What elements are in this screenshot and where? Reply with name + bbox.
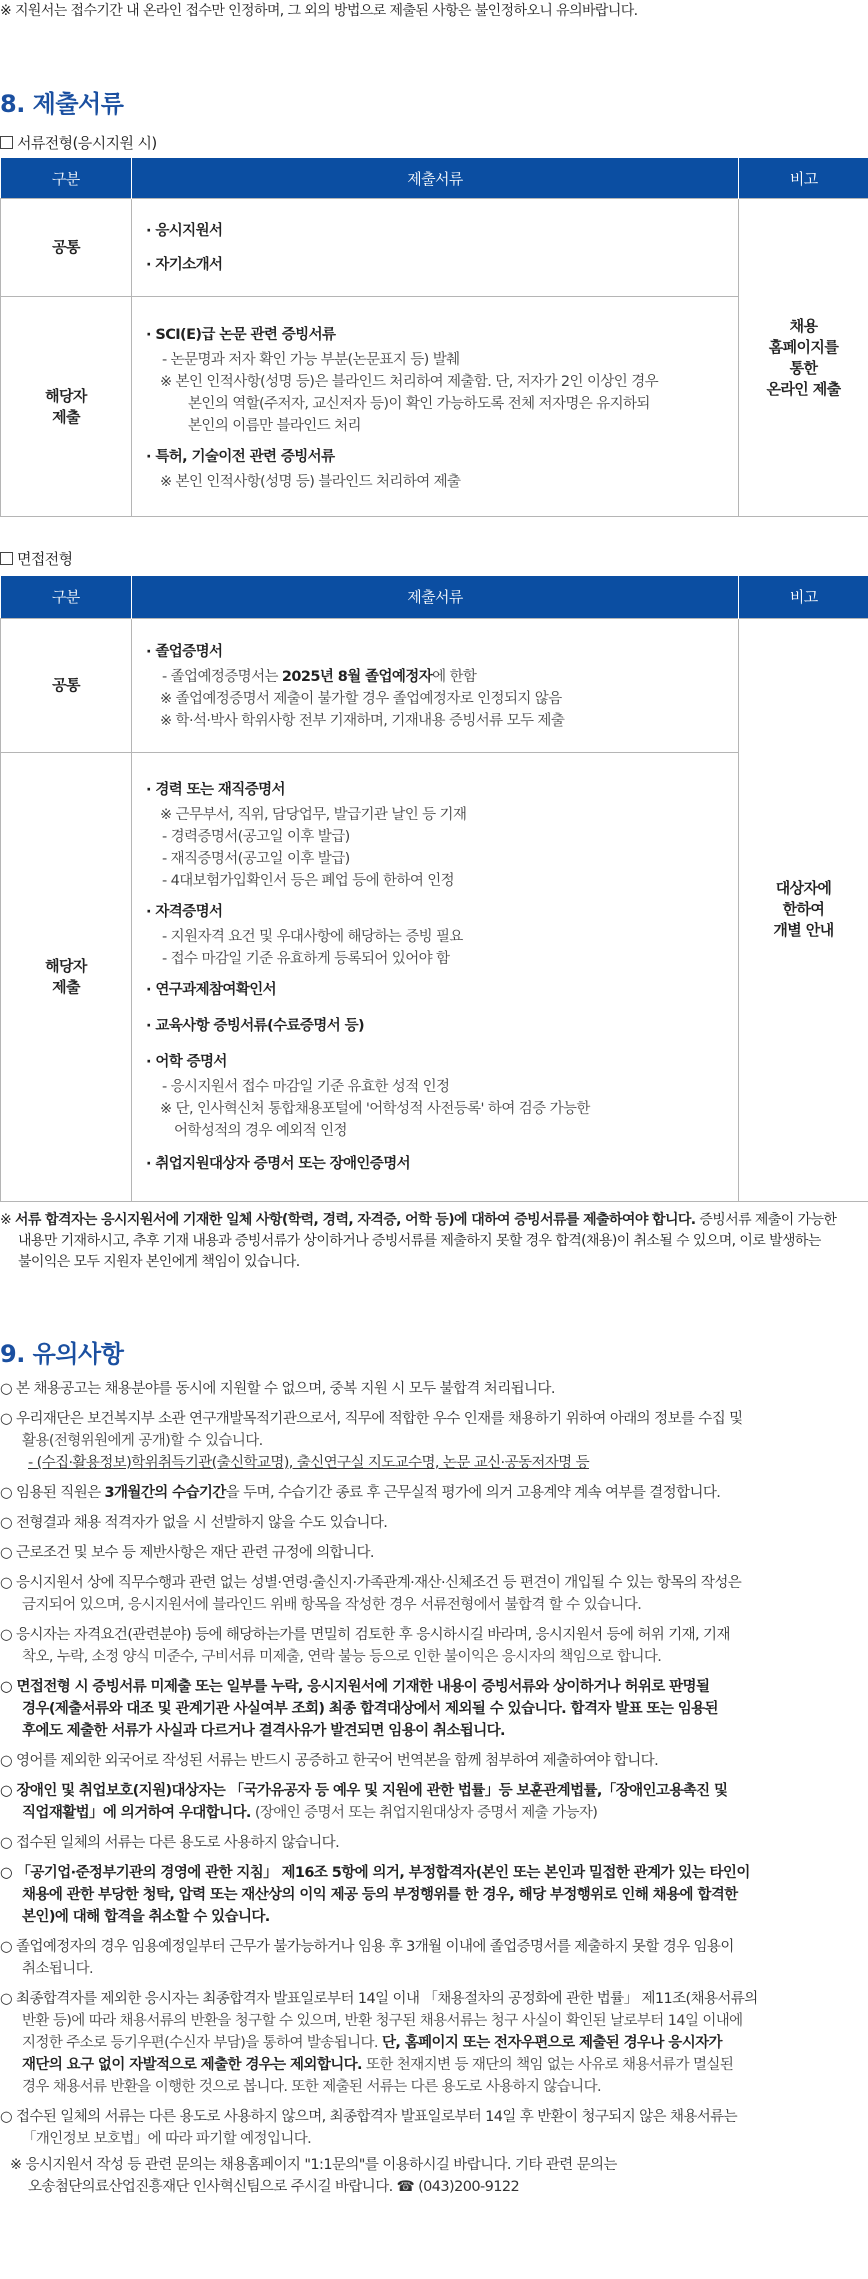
table-row-common xyxy=(1,618,868,752)
doc-screening-subtitle xyxy=(0,132,157,153)
doc-reference: ※ 본인 인적사항(성명 등) 블라인드 처리하여 제출 xyxy=(160,473,461,490)
section-9-title: 9. 유의사항 xyxy=(0,1340,124,1368)
caution-item: ○ 최종합격자를 제외한 응시자는 최종합격자 발표일로부터 14일 이내 「채용절차의 공정화에 관한 법률」 제11조(채용서류의 xyxy=(0,1991,758,2007)
caution-item xyxy=(0,1482,868,1504)
footnote-line xyxy=(0,1210,864,1231)
doc-detail: - 접수 마감일 기준 유효하게 등록되어 있어야 함 xyxy=(162,950,450,967)
section-8-title: 8. 제출서류 xyxy=(0,90,124,118)
cautions-list xyxy=(0,1378,868,2198)
caution-item: ○ 응시자는 자격요건(관련분야) 등에 해당하는가를 면밀히 검토한 후 응시하시길 바라며, 응시지원서 등에 허위 기재, 기재 xyxy=(0,1627,730,1643)
remark-line: 통한 xyxy=(789,358,818,377)
category-special xyxy=(1,752,132,1201)
interview-subtitle-text: 면접전형 xyxy=(17,550,73,568)
doc-item: · 자기소개서 xyxy=(146,253,738,277)
doc-reference: 어학성적의 경우 예외적 인정 xyxy=(174,1122,347,1139)
text-span-bold: 직업재활법」에 의거하여 우대합니다. xyxy=(22,1805,251,1821)
doc-detail xyxy=(146,666,738,688)
doc-reference: ※ 학·석·박사 학위사항 전부 기재하며, 기재내용 증빙서류 모두 제출 xyxy=(160,713,565,729)
remark-individual xyxy=(739,618,868,1201)
caution-line: 착오, 누락, 소정 양식 미준수, 구비서류 미제출, 연락 불능 등으로 인한 불이익은 응시자의 책임으로 합니다. xyxy=(22,1649,662,1665)
footnote-line: 내용만 기재하시고, 추후 기재 내용과 증빙서류가 상이하거나 증빙서류를 제출하지 못할 경우 합격(채용)이 취소될 수 있으며, 이로 발생하는 xyxy=(18,1233,821,1249)
doc-item-graduation: · 졸업증명서 xyxy=(146,640,738,664)
doc-item-license: · 자격증명서 xyxy=(146,900,738,924)
caution-item: ○ 근로조건 및 보수 등 제반사항은 재단 관련 규정에 의합니다. xyxy=(0,1545,374,1561)
doc-item-employment-support: · 취업지원대상자 증명서 또는 장애인증명서 xyxy=(146,1152,738,1176)
caution-line: 후에도 제출한 서류가 사실과 다르거나 결격사유가 발견되면 임용이 취소됩니다. xyxy=(22,1723,505,1739)
checkbox-square-icon xyxy=(0,552,13,565)
caution-item: ○ 전형결과 채용 적격자가 없을 시 선발하지 않을 수도 있습니다. xyxy=(0,1515,388,1531)
interview-subtitle xyxy=(0,548,73,569)
category-line: 제출 xyxy=(52,977,80,996)
doc-screening-table xyxy=(0,158,868,517)
caution-item: ○ 접수된 일체의 서류는 다른 용도로 사용하지 않습니다. xyxy=(0,1835,340,1851)
table-row-special xyxy=(1,752,868,1201)
text-span: ○ 임용된 직원은 xyxy=(0,1485,105,1501)
table-row-common xyxy=(1,199,868,297)
text-span: 또한 천재지변 등 재단의 책임 없는 사유로 채용서류가 멸실된 xyxy=(361,2057,734,2073)
caution-line: 경우(제출서류와 대조 및 관계기관 사실여부 조회) 최종 합격대상에서 제외될 수 있습니다. 합격자 발표 또는 임용된 xyxy=(22,1701,718,1717)
special-documents xyxy=(132,297,739,517)
doc-detail: - 4대보험가입확인서 등은 폐업 등에 한하여 인정 xyxy=(162,872,455,889)
special-documents xyxy=(132,752,739,1201)
remark-line: 채용 xyxy=(789,316,818,335)
common-documents xyxy=(132,618,739,752)
interview-table xyxy=(0,576,868,1202)
doc-item-research: · 연구과제참여확인서 xyxy=(146,978,738,1002)
doc-reference: 본인의 이름만 블라인드 처리 xyxy=(188,417,361,434)
caution-line: 반환 등)에 따라 채용서류의 반환을 청구할 수 있으며, 반환 청구된 채용서류는 청구 사실이 확인된 날로부터 14일 이내에 xyxy=(22,2013,743,2029)
text-span: (장애인 증명서 또는 취업지원대상자 증명서 제출 가능자) xyxy=(250,1805,598,1821)
doc-item-sci: · SCI(E)급 논문 관련 증빙서류 xyxy=(146,323,738,347)
text-span: 지정한 주소로 등기우편(수신자 부담)을 통하여 발송됩니다. xyxy=(22,2035,382,2051)
doc-detail: - 재직증명서(공고일 이후 발급) xyxy=(162,850,350,867)
caution-item: ○ 장애인 및 취업보호(지원)대상자는 「국가유공자 등 예우 및 지원에 관한 법률」등 보훈관계법률,「장애인고용촉진 및 xyxy=(0,1783,728,1799)
category-common: 공통 xyxy=(1,618,132,752)
caution-line: 금지되어 있으며, 응시지원서에 블라인드 위배 항목을 작성한 경우 서류전형에서 불합격 할 수 있습니다. xyxy=(22,1597,642,1613)
text-span-bold: 단, 홈페이지 또는 전자우편으로 제출된 경우나 응시자가 xyxy=(381,2035,722,2051)
caution-line: 취소됩니다. xyxy=(22,1961,94,1977)
top-note: ※ 지원서는 접수기간 내 온라인 접수만 인정하며, 그 외의 방법으로 제출된 사항은 불인정하오니 유의바랍니다. xyxy=(0,3,638,19)
text-span-bold: 재단의 요구 없이 자발적으로 제출한 경우는 제외합니다. xyxy=(22,2057,362,2073)
checkbox-square-icon xyxy=(0,136,13,149)
text-span: - 졸업예정증명서는 xyxy=(162,669,282,685)
remark-online xyxy=(739,199,868,517)
category-line: 해당자 xyxy=(45,386,87,405)
category-line: 해당자 xyxy=(45,956,87,975)
doc-item-education: · 교육사항 증빙서류(수료증명서 등) xyxy=(146,1014,738,1038)
doc-screening-subtitle-text: 서류전형(응시지원 시) xyxy=(17,134,157,152)
doc-reference: 본인의 역할(주저자, 교신저자 등)이 확인 가능하도록 전체 저자명은 유지하되 xyxy=(188,395,650,412)
caution-item: ○ 본 채용공고는 채용분야를 동시에 지원할 수 없으며, 중복 지원 시 모두 불합격 처리됩니다. xyxy=(0,1381,555,1397)
caution-item: ○ 「공기업·준정부기관의 경영에 관한 지침」 제16조 5항에 의거, 부정합격자(본인 또는 본인과 밀접한 관계가 있는 타인이 xyxy=(0,1865,750,1881)
text-span-bold: 2025년 8월 졸업예정자 xyxy=(281,669,433,685)
doc-item-patent: · 특허, 기술이전 관련 증빙서류 xyxy=(146,445,738,469)
caution-line xyxy=(0,2032,868,2054)
category-special xyxy=(1,297,132,517)
contact-note: ※ 응시지원서 작성 등 관련 문의는 채용홈페이지 "1:1문의"를 이용하시길 바랍니다. 기타 관련 문의는 xyxy=(10,2157,617,2173)
col-header-category: 구분 xyxy=(1,576,132,618)
category-common: 공통 xyxy=(1,199,132,297)
table-row-special xyxy=(1,297,868,517)
doc-reference: ※ 졸업예정증명서 제출이 불가할 경우 졸업예정자로 인정되지 않음 xyxy=(160,691,562,707)
doc-item-career: · 경력 또는 재직증명서 xyxy=(146,778,738,802)
caution-item: ○ 우리재단은 보건복지부 소관 연구개발목적기관으로서, 직무에 적합한 우수 인재를 채용하기 위하여 아래의 정보를 수집 및 xyxy=(0,1411,743,1427)
remark-line: 온라인 제출 xyxy=(766,379,841,398)
doc-item-language: · 어학 증명서 xyxy=(146,1050,738,1074)
submission-footnote xyxy=(0,1210,864,1273)
text-span-bold: 서류 합격자는 응시지원서에 기재한 일체 사항(학력, 경력, 자격증, 어학 등)에 대하여 증빙서류를 제출하여야 합니다. xyxy=(14,1212,696,1228)
col-header-remarks: 비고 xyxy=(739,158,868,199)
caution-item: ○ 영어를 제외한 외국어로 작성된 서류는 반드시 공증하고 한국어 번역본을 함께 첨부하여 제출하여야 합니다. xyxy=(0,1753,659,1769)
common-documents xyxy=(132,199,739,297)
doc-reference: ※ 본인 인적사항(성명 등)은 블라인드 처리하여 제출함. 단, 저자가 2인 이상인 경우 xyxy=(160,373,659,390)
col-header-remarks: 비고 xyxy=(739,576,868,618)
caution-line: 채용에 관한 부당한 청탁, 압력 또는 재산상의 이익 제공 등의 부정행위를 한 경우, 해당 부정행위로 인해 채용에 합격한 xyxy=(22,1887,738,1903)
remark-line: 개별 안내 xyxy=(773,921,834,939)
caution-line: 경우 채용서류 반환을 이행한 것으로 봅니다. 또한 제출된 서류는 다른 용도로 사용하지 않습니다. xyxy=(22,2079,601,2095)
doc-detail: - 지원자격 요건 및 우대사항에 해당하는 증빙 필요 xyxy=(162,928,463,945)
category-line: 제출 xyxy=(52,407,80,426)
caution-line: 「개인정보 보호법」에 따라 파기할 예정입니다. xyxy=(22,2131,312,2147)
table-header-row xyxy=(1,576,868,618)
remark-line: 대상자에 xyxy=(775,879,832,897)
footnote-line: 불이익은 모두 지원자 본인에게 책임이 있습니다. xyxy=(18,1254,300,1270)
doc-detail: - 응시지원서 접수 마감일 기준 유효한 성적 인정 xyxy=(162,1078,450,1095)
text-span: 증빙서류 제출이 가능한 xyxy=(695,1212,837,1228)
doc-detail: - 경력증명서(공고일 이후 발급) xyxy=(162,828,350,845)
text-span: 을 두며, 수습기간 종료 후 근무실적 평가에 의거 고용계약 계속 여부를 결정합니다. xyxy=(225,1485,721,1501)
col-header-documents: 제출서류 xyxy=(132,158,739,199)
doc-reference: ※ 근무부서, 직위, 담당업무, 발급기관 날인 등 기재 xyxy=(160,806,467,823)
caution-line xyxy=(0,2054,868,2076)
caution-line: - (수집·활용정보)학위취득기관(출신학교명), 출신연구실 지도교수명, 논문 교신·공동저자명 등 xyxy=(28,1455,590,1471)
caution-item: ○ 접수된 일체의 서류는 다른 용도로 사용하지 않으며, 최종합격자 발표일로부터 14일 후 반환이 청구되지 않은 채용서류는 xyxy=(0,2109,737,2125)
contact-note: 오송첨단의료산업진흥재단 인사혁신팀으로 주시길 바랍니다. ☎ (043)200-9122 xyxy=(28,2179,520,2195)
text-span-bold: 3개월간의 수습기간 xyxy=(104,1485,226,1501)
col-header-documents: 제출서류 xyxy=(132,576,739,618)
table-header-row xyxy=(1,158,868,199)
doc-detail: - 논문명과 저자 확인 가능 부분(논문표지 등) 발췌 xyxy=(162,351,460,368)
col-header-category: 구분 xyxy=(1,158,132,199)
caution-item: ○ 졸업예정자의 경우 임용예정일부터 근무가 불가능하거나 임용 후 3개월 이내에 졸업증명서를 제출하지 못할 경우 임용이 xyxy=(0,1939,734,1955)
caution-line: 활용(전형위원에게 공개)할 수 있습니다. xyxy=(22,1433,263,1449)
caution-line: 본인)에 대해 합격을 취소할 수 있습니다. xyxy=(22,1909,270,1925)
remark-line: 한하여 xyxy=(782,900,825,918)
caution-item: ○ 면접전형 시 증빙서류 미제출 또는 일부를 누락, 응시지원서에 기재한 내용이 증빙서류와 상이하거나 허위로 판명될 xyxy=(0,1679,710,1695)
text-span: ※ xyxy=(0,1212,15,1228)
doc-item: · 응시지원서 xyxy=(146,219,738,243)
caution-item: ○ 응시지원서 상에 직무수행과 관련 없는 성별·연령·출신지·가족관계·재산·신체조건 등 편견이 개입될 수 있는 항목의 작성은 xyxy=(0,1575,742,1591)
text-span: 에 한함 xyxy=(432,669,477,685)
doc-reference: ※ 단, 인사혁신처 통합채용포털에 '어학성적 사전등록' 하여 검증 가능한 xyxy=(160,1100,590,1117)
remark-line: 홈페이지를 xyxy=(768,337,839,356)
caution-line xyxy=(0,1802,868,1824)
